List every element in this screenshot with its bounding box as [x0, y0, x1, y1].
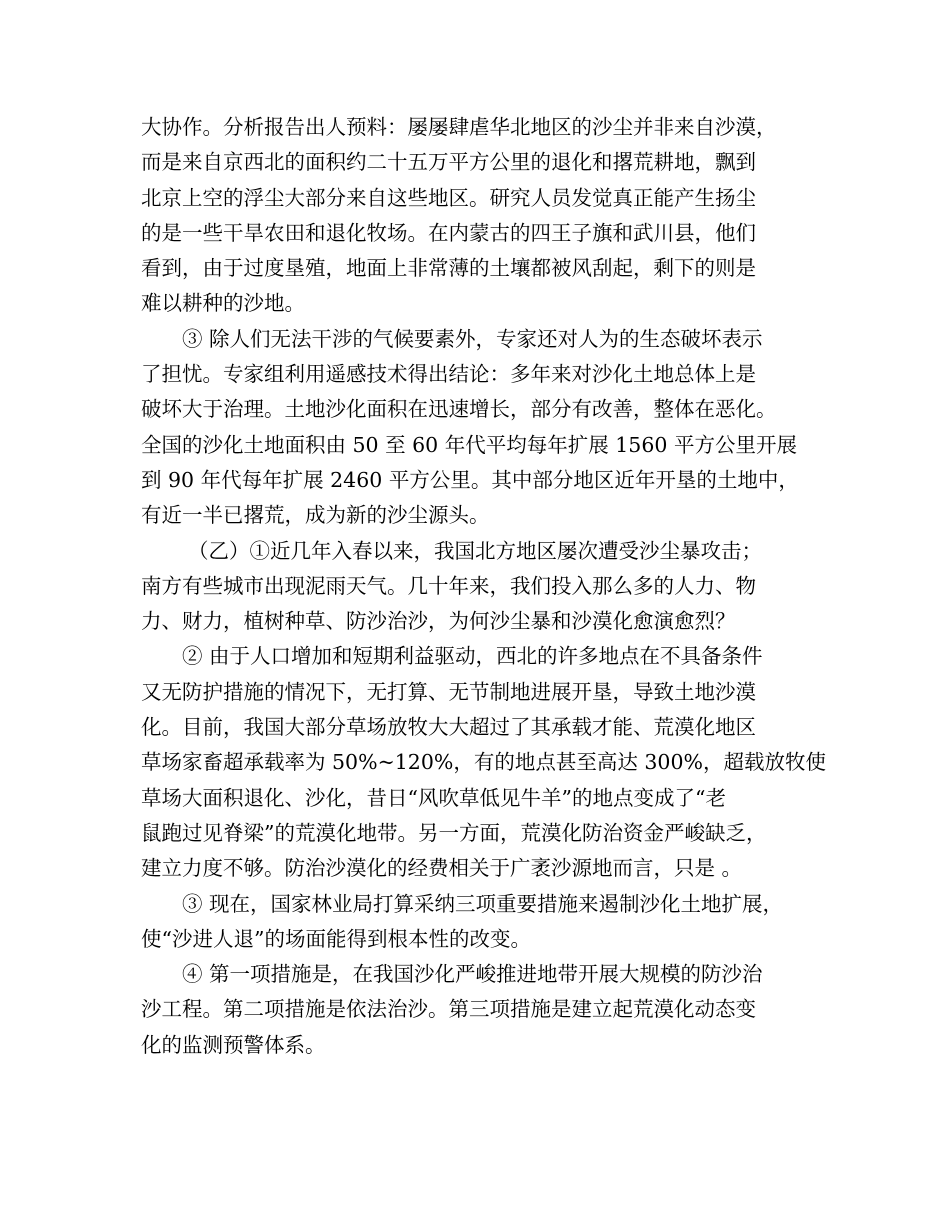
- text-line: 有近一半已撂荒，成为新的沙尘源头。: [141, 503, 490, 528]
- text-line: 鼠跑过见脊梁”的荒漠化地带。另一方面，荒漠化防治资金严峻缺乏，: [141, 820, 767, 845]
- text-line: 难以耕种的沙地。: [141, 291, 305, 316]
- text-line: 的是一些干旱农田和退化牧场。在内蒙古的四王子旗和武川县，他们: [141, 220, 756, 245]
- text-line: 了担忧。专家组利用遥感技术得出结论：多年来对沙化土地总体上是: [141, 362, 756, 387]
- text-line: 草场家畜超承载率为 50%~120%，有的地点甚至高达 300%，超载放牧使: [141, 750, 826, 775]
- text-line: 又无防护措施的情况下，无打算、无节制地进展开垦，导致土地沙漠: [141, 679, 756, 704]
- document-body: [141, 110, 831, 1063]
- paragraph-start-line: ③ 除人们无法干涉的气候要素外，专家还对人为的生态破坏表示: [182, 326, 763, 351]
- text-line: 破坏大于治理。土地沙化面积在迅速增长，部分有改善，整体在恶化。: [141, 397, 777, 422]
- text-line: 南方有些城市出现泥雨天气。几十年来，我们投入那么多的人力、物: [141, 573, 756, 598]
- text-line: 北京上空的浮尘大部分来自这些地区。研究人员发觉真正能产生扬尘: [141, 185, 756, 210]
- paragraph-start-line: ② 由于人口增加和短期利益驱动，西北的许多地点在不具备条件: [182, 644, 763, 669]
- text-line: 力、财力，植树种草、防沙治沙，为何沙尘暴和沙漠化愈演愈烈？: [141, 609, 736, 634]
- text-line: 使“沙进人退”的场面能得到根本性的改变。: [141, 926, 531, 951]
- text-line: 建立力度不够。防治沙漠化的经费相关于广袤沙源地而言，只是 。: [141, 856, 743, 881]
- text-line: 化的监测预警体系。: [141, 1032, 326, 1057]
- text-line: 草场大面积退化、沙化，昔日“风吹草低见牛羊”的地点变成了“老: [141, 785, 726, 810]
- text-line: 沙工程。第二项措施是依法治沙。第三项措施是建立起荒漠化动态变: [141, 997, 756, 1022]
- text-line: 化。目前，我国大部分草场放牧大大超过了其承载才能、荒漠化地区: [141, 715, 756, 740]
- text-line: 大协作。分析报告出人预料：屡屡肆虐华北地区的沙尘并非来自沙漠，: [141, 115, 777, 139]
- text-line: 看到，由于过度垦殖，地面上非常薄的土壤都被风刮起，剩下的则是: [141, 256, 756, 281]
- text-line: 而是来自京西北的面积约二十五万平方公里的退化和撂荒耕地，飘到: [141, 150, 756, 175]
- text-line: 到 90 年代每年扩展 2460 平方公里。其中部分地区近年开垦的土地中，: [141, 467, 799, 492]
- paragraph-start-line: ④ 第一项措施是，在我国沙化严峻推进地带开展大规模的防沙治: [182, 962, 763, 987]
- section-start-line: （乙）①近几年入春以来，我国北方地区屡次遭受沙尘暴攻击；: [188, 538, 762, 563]
- paragraph-start-line: ③ 现在，国家林业局打算采纳三项重要措施来遏制沙化土地扩展，: [182, 891, 784, 916]
- text-line: 全国的沙化土地面积由 50 至 60 年代平均每年扩展 1560 平方公里开展: [141, 432, 797, 457]
